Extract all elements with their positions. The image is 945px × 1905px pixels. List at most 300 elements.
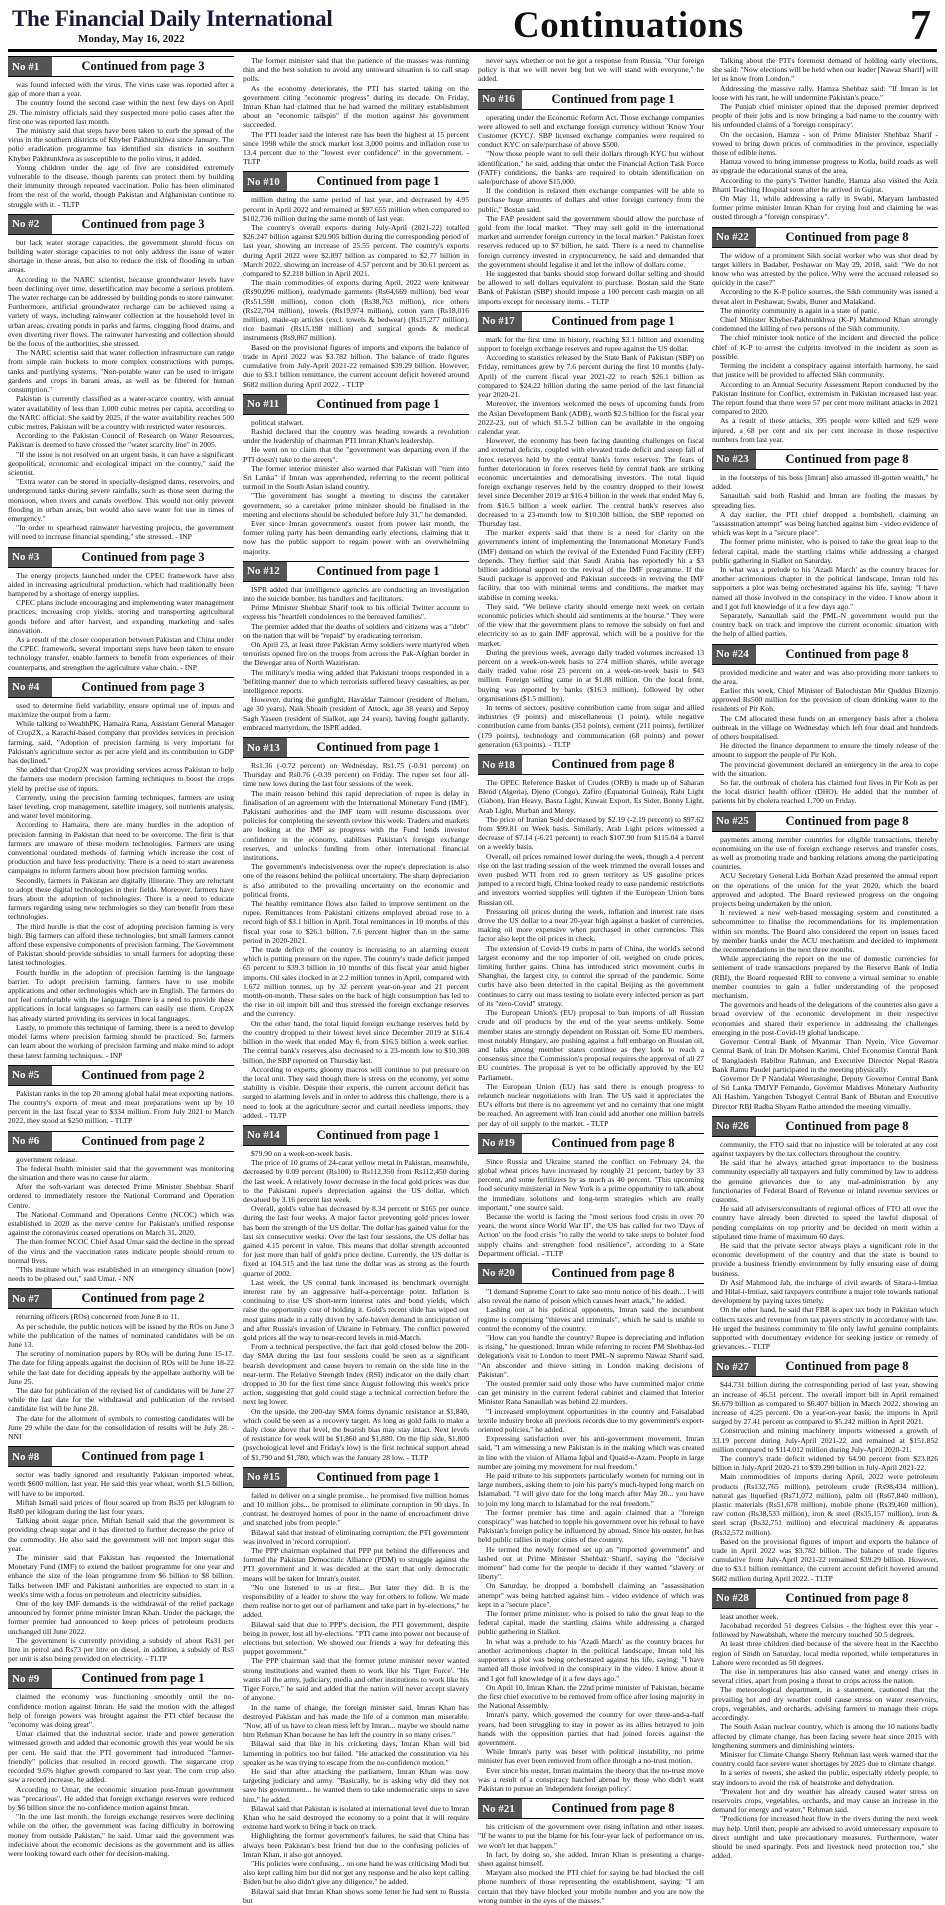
paragraph: "Predictions for increased heat flow in the rivers during the next week may help. Until then, people are advised to avoid unnecessary exposure to direct sunlight and take precautionary measures. Furthermore, water should be used sparingly. Pets and livestock need protection too," she added. <box>712 1814 938 1861</box>
newspaper-brand: The Financial Daily International <box>12 6 333 31</box>
paragraph: On the other hand, he said that FBR is apex tax body in Pakistan which collects taxes and revenue from tax payers strictly in accordance with law. He urged the business community to file only lawful genuine complaints supported with documentary evidence for seeking justice or remedy of grievances. - TLTP <box>712 1305 938 1352</box>
paragraph: The former premier has time and again claimed that a "foreign conspiracy" was hatched to topple his government over his refusal to have Pakistan's foreign policy be influenced by abroad. Since his ouster, he has held public rallies in major cities of the country. <box>478 1507 704 1545</box>
article-header <box>243 737 469 758</box>
paragraph: The healthy remittance flows also failed to improve sentiment on the rupee. Remittances from Pakistani citizens employed abroad rose to a record high of $3.1 billion in April. Total remittances in 10 months of this fiscal year rose to $26.1 billion, 7.6 percent higher than in the same period in 2020-2021. <box>243 899 469 945</box>
paragraph: The ousted premier said only those who have committed major crime can get ministry in the current federal cabinet and claimed that Interior Minister Rana Sanaullah was behind 22 murders. <box>478 1379 704 1407</box>
paragraph: In what was a prelude to his 'Azadi March' as the country braces for another acrimonious chapter in the political landscape, Imran told his supporters a plot was being orchestrated against his life, saying: "I have named all those involved in the conspiracy in the video. I know about it and I got full knowledge of it a few days ago." <box>712 564 938 611</box>
article-number: No #2 <box>8 215 52 234</box>
article-body <box>478 1157 704 1258</box>
article-header <box>243 394 469 415</box>
article <box>8 1065 234 1126</box>
paragraph: but lack water storage capacities, the government should focus on building water storage capacities to not only address the issue of water shortage in those areas, but also to reduce the risk of flooding in urban areas. <box>8 237 234 275</box>
article-number: No #24 <box>712 645 756 664</box>
article-header <box>8 677 234 698</box>
paragraph: The country's trade deficit widened by 64.90 percent from $23.826 billion in July-April 2020-21 to $39.290 billion in July-April 2021-22. <box>712 1454 938 1473</box>
article-number: No #6 <box>8 1132 52 1151</box>
paragraph: never says whether or not he got a response from Russia. "Our foreign policy is that we will never beg but we will stand with everyone," he added. <box>478 56 704 84</box>
paragraph: The main reason behind this rapid depreciation of rupee is delay in finalisation of an agreement with the International Monetary Fund (IMF). Pakistani authorities and the IMF team will resume discussions over policies for completing the seventh review this week. Traders and markets are looking at the IMF as progress with the Fund lends investor confidence in the economy, stabilises Pakistan's foreign exchange reserves, and unlocks funding from other international financial institutions. <box>243 788 469 863</box>
paragraph: According to statistics released by the State Bank of Pakistan (SBP) on Friday, remittances grew by 7.6 percent during the first 10 months (July-April) of the current fiscal year 2021-22 to reach $26.1 billion as compared to $24.22 billion during the same period of the last financial year 2020-21. <box>478 353 704 400</box>
paragraph: Governor Dr P Nandalal Weerasinghe, Deputy Governor Central Bank of Sri Lanka TMJYP Fernando, Governor Maldives Monetary Authority Ali Hashim, Yangchen Tshogyel Central Bank of Bhutan and Executive Director RBI Radha Shyam Ratho attended the meeting virtually. <box>712 1073 938 1111</box>
paragraph: returning officers (ROs) concerned from June 8 to 11. <box>16 1312 180 1322</box>
paragraph: sector was badly ignored and resultantly Pakistan imported wheat, worth $600 million, last year. He said this year wheat, worth $1.5 billion, will have to be imported. <box>8 1470 234 1498</box>
paragraph: The federal health minister said that the government was monitoring the situation and there was no cause for alarm. <box>8 1163 234 1182</box>
article <box>478 754 704 1128</box>
article-body <box>243 1491 469 1905</box>
article-body <box>243 585 469 732</box>
article-body <box>712 1380 938 1582</box>
paragraph: Based on the provisional figures of imports and exports the balance of trade in April 2022 was $3.782 billion. The balance of trade figures cumulative from July-April 2021-22 remained $39.29 billion. However, due to $3.1 billion remittance, the current account deficit hovered around $682 million during April 2022. - TLTP <box>243 342 469 389</box>
paragraph: Construction and mining machinery imports witnessed a growth of 33.19 percent during July-April 2021-22 and remained at $151.852 million compared to $114.012 million during July-April 2020-21. <box>712 1426 938 1454</box>
paragraph: Highlighting the former government's failures, he said that China has always been Pakistan's best friend but due to the confusing policies of Imran Khan, it also got annoyed. <box>243 1831 469 1859</box>
paragraph: in the footsteps of his boss [Imran] also amassed ill-gotten wealth," he added. <box>712 472 938 492</box>
paragraph: The minister said that Pakistan has requested the International Monetary Fund (IMF) to extend the bailout programme for one year and enhance the size of the loan programme from $6 billion to $8 billion. Talks between IMF and Pakistani authorities are expected to start in a week's time with a focus on petroleum and electricity subsidies. <box>8 1553 234 1599</box>
paragraph: mark for the first time in history, reaching $3.1 billion and extending support to foreign exchange reserves and rupee against the US dollar. <box>478 334 704 354</box>
paragraph: Based on the provisional figures of import and exports the balance of trade in April 2022 was $3.782 billion. The balance of trade figures cumulative from July-April 2021-22 remained $39.29 billion. However, due to $3.1 billion remittance, the current account deficit hovered around $682 million during April 2022. - TLTP <box>712 1536 938 1583</box>
paragraph: The main commodities of exports during April, 2022 were knitwear (Rs90,096 million), readymade garments (Rs64,669 million), bed wear (Rs51,598 million), cotton cloth (Rs38,763 million), rice others (Rs22,704 million), towels (Rs19,974 million), cotton yarn (Rs18,016 million), made-up articles (excl. towels & bedwear) (Rs15,277 million), rice basmati (Rs15,198 million) and surgical goods & medical instruments (Rs9,867 million). <box>243 278 469 343</box>
paragraph: On April 23, at least three Pakistan Army soldiers were martyred when terrorists opened fire on the troops from across the Pak-Afghan border in the Dewegar area of North Waziristan. <box>243 639 469 668</box>
paragraph: The military's media wing added that Pakistani troops responded in a 'befitting manner' due to which terrorists suffered heavy casualties, as per intelligence reports. <box>243 667 469 695</box>
paragraph: Expressing satisfaction over his anti-government movement, Imran said, "I am witnessing a new Pakistan is in the making which was created in line with the vision of Allama Iqbal and Quaid-e-Azam. People in large number are joining my movement for real freedom." <box>478 1434 704 1471</box>
paragraph: The provincial government declared an emergency in the area to cope with the situation. <box>712 759 938 778</box>
article-continued-label: Continued from page 1 <box>522 90 704 109</box>
paragraph: According to the Pakistan Council of Research on Water Resources, Pakistan is deemed to have crossed the "water scarcity line" in 2005. <box>8 431 234 450</box>
paragraph: The scrutiny of nomination papers by ROs will be during June 15-17. The date for filing appeals against the decision of ROs will be June 18-22 while the last date for deciding appeals by the appellate authority will be June 25. <box>8 1349 234 1386</box>
paragraph: The market experts said that there is a need for clarity on the government's intent of implementing the International Monetary Fund's (IMF) demand on which the revival of the Extended Fund Facility (EFF) depends. They further said that Saudi Arabia has reportedly hit a $3 billion additional support to the revival of the IMF programme. If the Saudi package is approved and Pakistan succeeds in reviving the IMF facility, that too with minimal terms and conditions, the market may stabilise in coming weeks. <box>478 528 704 602</box>
article <box>243 1125 469 1462</box>
paragraph: claimed the economy was functioning smoothly until the no-confidence motion against Imran. He said the motion with the alleged help of foreign powers was brought against the PTI chief because the "economy was doing great". <box>8 1692 234 1730</box>
paragraph: The former minister said that the patience of the masses was running thin and the best solution to avoid any untoward situation is to call snap polls. <box>243 56 469 84</box>
column-4 <box>712 56 938 1861</box>
article <box>478 311 704 749</box>
paragraph: Currently, using the precision farming techniques, farmers are using laser leveling, crop management, satellite imagery, soil nutrients analysis, and water level monitoring. <box>8 792 234 821</box>
article-body <box>478 56 704 84</box>
paragraph: Terming the incident a conspiracy against interfaith harmony, he said that justice will be provided to affected Sikh community. <box>712 361 938 380</box>
paragraph: On Saturday, he dropped a bombshell claiming an "assassination attempt" was being hatched against him - video evidence of which was kept in a "secure place". <box>478 1581 704 1609</box>
paragraph: Imran's party, which governed the country for over three-and-a-half years, had been struggling to stay in power as its allies betrayed to join hands with the opposition parties that had joined forces against the government. <box>478 1710 704 1747</box>
article <box>8 1288 234 1441</box>
article-continued-label: Continued from page 8 <box>756 1117 938 1136</box>
article-body <box>712 56 938 222</box>
paragraph: Maryam also mocked the PTI chief for saying he had blocked the cell phone numbers of those representing the establishment, saying: "I am certain that they have blocked your mobile number and you are now the wrong number in the eyes of the masses." <box>478 1868 704 1905</box>
paragraph: Pakistan ranks in the top 20 among global halal meat exporting nations. The country's exports of meat and meat preparations went up by 10 percent in the last fiscal year to $334 million. From July 2021 to March 2022, they stood at $250 million. - TLTP <box>8 1088 234 1126</box>
paragraph: Lashing out at his political opponents, Imran said the incumbent regime is comprising "thieves and criminals", which he said is unable to control the economy of the country. <box>478 1305 704 1333</box>
article <box>8 1131 234 1284</box>
article-body <box>8 1089 234 1126</box>
paragraph: He said that after attacking the parliament, Imran Khan was now targeting judiciary and army. "Basically, he is asking why did they not save his government... he wanted them to take undemocratic steps to save him," he added. <box>243 1766 469 1804</box>
article-continued-label: Continued from page 1 <box>287 738 469 757</box>
paragraph: He suggested that banks should stop forward dollar selling and should be allowed to sell dollars equivalent to purchase. Bostan said the State Bank of Pakistan (SBP) should impose a 100 percent cash margin on all imports except for necessary items. - TLTP <box>478 269 704 306</box>
paragraph: $44.731 billion during the corresponding period of last year, showing an increase of 46.51 percent. The overall import bill in April remained $6.679 billion as compared to $6.407 billion in March 2022, showing an increase of 4.25 percent. On a year-on-year basis, the imports in April surged by 27.41 percent as compared to $5.242 million in April 2021. <box>712 1380 938 1427</box>
paragraph: It reviewed a new web-based messaging system and constituted a subcommittee to finalise the recommendations for its implementation within six months. The Board also considered the report on issues faced by member banks under the ACU mechanism and decided to implement the recommendations in the next three months. <box>712 908 938 955</box>
article-body <box>712 473 938 639</box>
article <box>8 214 234 542</box>
article-body <box>8 571 234 672</box>
article-continued-label: Continued from page 8 <box>522 1134 704 1153</box>
paragraph: She added that Crop2X was providing services across Pakistan to help the farmers use modern precision farming techniques to boost the crops yield by precise use of inputs. <box>8 765 234 793</box>
paragraph: In terms of sectors, positive contribution came from sugar and allied industries (9 points) and miscellaneous (1 point), while negative contribution came from banks (351 points), cement (211 points), fertilizer (179 points), technology and communication (68 points) and power generation (63 points). - TLTP <box>478 703 704 749</box>
paragraph: The price of 10 grams of 24-carat yellow metal in Pakistan, meanwhile, decreased by 0.09 percent (Rs100) to Rs112,350 from Rs112,450 during the last week. A relatively lower decrease in the local gold prices was due to the Pakistani rupee's depreciation against the US dollar, which devalued by 3.16 percent last week. <box>243 1158 469 1204</box>
article-header <box>712 449 938 470</box>
article-number: No #26 <box>712 1117 756 1136</box>
paragraph: Fourth hurdle in the adoption of precision farming is the language barrier. To adopt precision farming, farmers have to use mobile applications and other technologies which are in English. The farmers do not feel comfortable with the language. There is a need to provide these applications in local languages so farmers can easily use them. Crop2X has already started providing its services in local languages. <box>8 967 234 1023</box>
article-body <box>712 251 938 444</box>
paragraph: Bilawal said that Pakistan is isolated at international level due to Imran Khan who he said destroyed the economy to a point that it will require extreme hard work to bring it back on track. <box>243 1803 469 1832</box>
article-header <box>8 214 234 235</box>
paragraph: At least three children died because of the severe heat in the Kacchho region of Sindh on Saturday, local media reported, while temperatures in Lahore were recorded as 50 degrees. <box>712 1639 938 1667</box>
paragraph: Bilawal said that due to PPP's decision, the PTI government, despite being in power, lost all by-elections. "PTI came into power not because of elections but selection. We showed our friends a way for defeating this puppet government." <box>243 1619 469 1657</box>
paragraph: Addressing the massive rally, Hamza Shehbaz said: "If Imran is let loose with his rant, he will undermine Pakistan's peace." <box>712 83 938 102</box>
article-body <box>712 1612 938 1860</box>
paragraph: "His policies were confusing... on one hand he was criticising Modi but also kept calling him but did not get any response and he also kept calling Biden but he also didn't give any diligence," he added. <box>243 1858 469 1887</box>
article-body <box>8 1470 234 1663</box>
paragraph: If the condition is relaxed then exchange companies will be able to purchase huge amounts of dollars and other foreign currency from the public," Bostan said. <box>478 186 704 214</box>
article <box>712 56 938 222</box>
article-number: No #27 <box>712 1357 756 1376</box>
article-header <box>478 1133 704 1154</box>
paragraph: As the economy deteriorates, the PTI has started taking on the government citing "economic progress" during its decade. On Friday, Imran Khan had claimed that he had warned the military establishment about an "economic tailspin" if the motion against his government succeeded. <box>243 83 469 130</box>
article-header <box>8 1131 234 1152</box>
article-body <box>478 1822 704 1905</box>
paragraph: However, during the gunfight, Havaldar Taimoor (resident of Jhelum, age 30 years), Naik Shoaib (resident of Attock, age 38 years) and Sepoy Sagh Yaseen (resident of Sialkot, age 24 years), having fought gallantly, embraced martyrdom, the ISPR added. <box>243 695 469 732</box>
article <box>478 1798 704 1905</box>
paragraph: In what was a prelude to his 'Azadi March' as the country braces for another acrimonious chapter in the political landscape, Imran told his supporters a plot was being orchestrated against his life, saying: "I have named all those involved in the conspiracy in the video. I know about it and I got full knowledge of it a few days ago." <box>478 1636 704 1683</box>
paragraph: During the previous week, average daily traded volumes increased 13 percent on a week-on-week basis to 274 million shares, while average daily traded value rose 23 percent on a week-on-week basis to $43 million. Foreign selling came in at $1.88 million. On the local front, buying was reported by banks ($16.3 million), followed by other organisations ($1.5 million). <box>478 647 704 703</box>
article <box>712 1356 938 1582</box>
paragraph: A day earlier, the PTI chief dropped a bombshell, claiming an "assassination attempt" was being hatched against him - video evidence of which was kept in a "secure place". <box>712 509 938 538</box>
paragraph: The date for publication of the revised list of candidates will be June 27 while the last date for the withdrawal and publication of the revised candidate list will be June 28. <box>8 1385 234 1414</box>
article-number: No #7 <box>8 1289 52 1308</box>
article <box>243 171 469 388</box>
paragraph: The widow of a prominent Sikh social worker who was shot dead by target killers in Badaber, Peshawar on May 29, 2018, said: "We do not know who was arrested by the police. Why were the accused released so quickly in the case?" <box>712 250 938 288</box>
article-body <box>478 778 704 1128</box>
article-number: No #15 <box>243 1468 287 1487</box>
article <box>478 56 704 84</box>
article <box>712 1116 938 1352</box>
article-continued-label: Continued from page 3 <box>52 678 234 697</box>
article <box>478 1263 704 1793</box>
article-header <box>712 644 938 665</box>
paragraph: Bilawal said that Imran Khan shows some letter he had sent to Russia but <box>243 1886 469 1905</box>
paragraph: "No one listened to us at first... But later they did. It is the responsibility of a leader to show the way for others to follow. We made them realise not to get out of parliament and take part in by-elections," he added. <box>243 1582 469 1620</box>
paragraph: Separately, Sanaullah said the PML-N government would put the country back on track and improve the current economic situation with the help of allied parties. <box>712 610 938 639</box>
paragraph: According to an Annual Security Assessment Report conducted by the Pakistan Institute for Conflict, extremism in Pakistan increased last year. The report found that there were 57 per cent more militant attacks in 2021 compared to 2020. <box>712 379 938 417</box>
paragraph: Talking about sugar price, Miftah Ismail said that the government is providing cheap sugar and it has directed to further decrease the price of the commodity. He also said the government will not import sugar this year. <box>8 1516 234 1553</box>
paragraph: The former interior minister also warned that Pakistan will "turn into Sri Lanka" if Imran was apprehended, referring to the recent political turmoil in the South Asian island country. <box>243 463 469 492</box>
article <box>712 644 938 806</box>
article-continued-label: Continued from page 1 <box>287 562 469 581</box>
article-number: No #9 <box>8 1669 52 1688</box>
article-continued-label: Continued from page 2 <box>52 1132 234 1151</box>
paragraph: While appreciating the report on the use of domestic currencies for settlement of trade transactions prepared by the Reserve Bank of India (RBI), the Board requested RBI to convene a virtual seminar to enable member countries to gain a fuller understanding of the proposed mechanism. <box>712 954 938 1001</box>
paragraph: The meteorological department, in a statement, cautioned that the prevailing hot and dry weather could cause stress on water reservoirs, crops, vegetables, and orchards, advising farmers to manage their crops accordingly. <box>712 1685 938 1723</box>
paragraph: They said, "We believe clarity should emerge next week on certain economic policies which should aid sentiments at the bourse." They were of the view that the government plans to remove the subsidy on fuel and electricity so as to gain IMF approval, which will be a positive for the market. <box>478 601 704 648</box>
paragraph: The former prime minister, who is poised to take the great leap to the federal capital, made the startling claims while addressing a charged public gathering in Sialkot on Saturday. <box>712 537 938 565</box>
article-header <box>478 1263 704 1284</box>
paragraph: He said all advisers/consultants of regional offices of FTO all over the country have already been directed to speed the lawful disposal of pending complaints on top priority and be decided on merit within a stipulated time frame of maximum 60 days. <box>712 1204 938 1241</box>
paragraph: The European Union's (EU) proposal to ban imports of all Russian crude and oil products by the end of the year seems unlikely. Some member states are strongly dependent on Russian oil. Some EU members, most notably Hungary, are pushing against a full embargo on Russian oil, and talks among member states continue as they look to reach a consensus since the Commission's proposal requires the approval of all 27 EU countries. The proposal is yet to be officially approved by the EU Parliament. <box>478 1008 704 1082</box>
article-body <box>243 1149 469 1462</box>
paragraph: The price of Iranian Sold decreased by $2.19 (-2.19 percent) to $97.62 from $99.81 on Week basis. Similarly, Arab Light prices witnessed a decrease of $7.14 (-6.21 percent) to reach $107.90 from $115.04 a barrel on a weekly basis. <box>478 814 704 852</box>
article <box>478 89 704 306</box>
paragraph: According to the K-P police sources, the Sikh community was issued a threat alert in Peshawar, Swabi, Buner and Malakand. <box>712 287 938 306</box>
article <box>712 227 938 444</box>
article-header <box>712 1356 938 1377</box>
paragraph: "This institute which was established in an emergency situation [now] needs to be phased out," said Umar. - NN <box>8 1264 234 1284</box>
paragraph: "Prevalent hot and dry weather has already caused water stress on reservoirs crops, vegetables, orchards, and may cause an increase in the demand for energy and water," Rehman said. <box>712 1786 938 1815</box>
article-number: No #10 <box>243 172 287 191</box>
article-body <box>712 835 938 1111</box>
paragraph: On the other hand, the total liquid foreign exchange reserves held by the country dropped to their lowest level since December 2019 at $16.4 billion in the week that ended May 6, from $16.5 billion a week earlier. The central bank's reserves also decreased to a 23-month low to $10.308 billion, the SBP reported on Thursday last. <box>243 1018 469 1065</box>
paragraph: He said that the private sector always plays a significant role in the economic development of the country and that the state is bound to provide a business friendly environment by fully ensuring ease of doing business. <box>712 1240 938 1278</box>
paragraph: ISPR added that intelligence agencies are conducting an investigation into the suicide bomber, his handlers and facilitators. <box>243 584 469 603</box>
article-number: No #17 <box>478 312 522 331</box>
paragraph: The FAP president said the government should allow the purchase of gold from the local market. "They may sell gold in the international market and surrender foreign currency in the local market." Pakistan forex reserves reduced up to $7 billion, he said. There is a need to channelise foreign currency invested in cryptocurrency, he said and demanded that the government should legalise it and let the inflow of dollars come. <box>478 213 704 269</box>
paragraph: He directed the finance department to ensure the timely release of the amount to support the people of Pir Koh. <box>712 741 938 760</box>
article-header <box>8 547 234 568</box>
article-header <box>712 227 938 248</box>
paragraph: He termed the newly formed set up an "imported government" and lashed out at Prime Minister Shehbaz Sharif, saying the "decisive moment" had come for the people to decide if they wanted "slavery or liberty". <box>478 1544 704 1582</box>
article-continued-label: Continued from page 8 <box>756 645 938 664</box>
paragraph: CPEC plans include encouraging and implementing water management practices, increasing crop yields, storing and transporting agricultural goods before and after harvest, and expanding marketing and sales innovation. <box>8 598 234 635</box>
paragraph: The Punjab chief minister opined that the deposed premier deprived people of their jobs and is now bringing a bad name to the country with his unfounded claims of a 'foreign conspiracy'. <box>712 102 938 130</box>
article-body <box>8 1312 234 1441</box>
article-number: No #28 <box>712 1589 756 1608</box>
paragraph: government release. <box>16 1154 78 1164</box>
article-number: No #23 <box>712 450 756 469</box>
article-continued-label: Continued from page 2 <box>52 1066 234 1085</box>
article-continued-label: Continued from page 3 <box>52 57 234 76</box>
paragraph: While Imran's party was beset with political instability, no prime minister has ever been removed from office through a no-trust motion. <box>478 1747 704 1766</box>
article <box>712 449 938 639</box>
paragraph: One of the key IMF demands is the withdrawal of the relief package announced by former prime minister Imran Khan. Under the package, the former premier had announced to keep prices of petroleum products unchanged till June 2022. <box>8 1599 234 1636</box>
paragraph: The PTI leader said the interest rate has been the highest at 15 percent since 1998 while the stock market lost 3,000 points and inflation rose to 13.4 percent due to the "lowest ever confidence" in the government. - TLTP <box>243 129 469 167</box>
paragraph: Ever since Imran government's ouster from power last month, the former ruling party has been demanding early elections, claiming that it now has the public support to regain power with an overwhelming majority. <box>243 518 469 556</box>
paragraph: Bilawal said that instead of eliminating corruption, the PTI government was involved in 'record corruption'. <box>243 1527 469 1546</box>
paragraph: The PPP chairman explained that PPP put behind the differences and formed the Pakistan Democratic Alliance (PDM) to struggle against the PTI government and it was decided at the start that only democratic means will be taken for Imran's ouster. <box>243 1546 469 1583</box>
paragraph: "I demand Supreme Court to take suo motu notice of his death... I will also reveal the name of poison which causes heart attack," he added. <box>478 1286 704 1306</box>
article-continued-label: Continued from page 1 <box>287 172 469 191</box>
article-continued-label: Continued from page 8 <box>522 755 704 774</box>
paragraph: The NARC scientist said that water collection infrastructure can range from simple rain buckets to more complex constructions with pumps, tanks and purifying systems. "Non-potable water can be used to irrigate gardens and crops in barani areas, as well as be filtered for human consumption." <box>8 348 234 395</box>
article-header <box>478 311 704 332</box>
article-continued-label: Continued from page 8 <box>522 1264 704 1283</box>
article-number: No #1 <box>8 57 52 76</box>
paragraph: He paid tribute to his supporters particularly women for turning out in large numbers, asking them to join his party's much-hyped long march on Islamabad. "I will give date for the long march after May 20... you have to join my long march to Islamabad for the real freedom." <box>478 1471 704 1508</box>
paragraph: ACU Secretary General Lida Borhan Azad presented the annual report on the operations of the union for the year 2020, which the board approved and adopted. The Board reviewed progress on the ongoing projects being undertaken by the union. <box>712 871 938 909</box>
paragraph: As a result of the closer cooperation between Pakistan and China under the CPEC framework, several important steps have been taken to ensure technology transfer, enable farmers to benefit from experiences of their counterparts, and strengthen the agriculture value chain. - INP <box>8 634 234 672</box>
paragraph: The then former NCOC Chief Asad Umar said the decline in the spread of the virus and the vaccination rates indicate people should return to normal lives. <box>8 1237 234 1265</box>
article-number: No #18 <box>478 755 522 774</box>
paragraph: Secondly, farmers in Pakistan are digitally illiterate. They are reluctant to adopt these digital technologies in their fields. Moreover, farmers have fears about the adoption of technologies. There is a need to educate farmers regarding using new technologies so they can benefit from these technologies. <box>8 875 234 922</box>
paragraph: failed to deliver on a single promise... he promised five million homes and 10 million jobs... he promised to eliminate corruption in 90 days. In contrast, he destroyed homes of poor in the name of encroachment drive and snatched jobs from people." <box>243 1490 469 1528</box>
paragraph: While talking to WealthPK, Hamaira Rana, Assistant General Manager of Crop2X, a Karachi-based company that provides services in precision farming, said, "Adoption of precision farming is very important for Pakistan's agriculture sector as per acre yield and its contribution to GDP has declined." <box>8 719 234 765</box>
article-body <box>478 113 704 306</box>
paragraph: He said that he always attached great importance to the business community especially all taxpayers and fully committed by law to address the genuine grievances due to any mal-administration by any functionaries of Federal Board of Revenue or inland revenue services or customs. <box>712 1158 938 1204</box>
paragraph: The energy projects launched under the CPEC framework have also aided in increasing agricultural production, which had traditionally been hampered by a shortage of energy supplies. <box>8 570 234 598</box>
paragraph: The European Union (EU) has said there is enough progress to relaunch nuclear negotiations with Iran. The US said it appreciates the EU's efforts but there is no agreement yet and no certainty that one might be reached. An agreement with Iran could add another one million barrels per day of oil supply to the market. - TLTP <box>478 1081 704 1128</box>
article-number: No #19 <box>478 1134 522 1153</box>
article-continued-label: Continued from page 8 <box>522 1799 704 1818</box>
paragraph: However, the economy has been facing daunting challenges on fiscal and external deficits, coupled with elevated trade deficit and steep fall of forex reserves held by the central bank's forex reserves. The fears of further deterioration in forex reserves held by central bank are striking economic uncertainties and demoralising investors. The total liquid foreign exchange reserves held by the country dropped to their lowest level since December 2019 at $16.4 billion in the week that ended May 6, from $16.5 billion a week earlier. The central bank's reserves also decreased to a 23-month low to $10.308 billion, the SBP reported on Thursday last. <box>478 436 704 528</box>
paragraph: The date for the allotment of symbols to contesting candidates will be June 29 while the date for the consolidation of results will be July 28. - NNI <box>8 1413 234 1441</box>
article-number: No #22 <box>712 228 756 247</box>
article-header <box>712 1116 938 1137</box>
article <box>243 561 469 732</box>
article-continued-label: Continued from page 8 <box>756 450 938 469</box>
article-number: No #3 <box>8 548 52 567</box>
paragraph: "If the issue is not resolved on an urgent basis, it can have a significant geopolitical, economic and ecological impact on the country," said the scientist. <box>8 449 234 477</box>
paragraph: In fact, by doing so, she added, Imran Khan is presenting a charge-sheet against himself. <box>478 1849 704 1868</box>
article-number: No #11 <box>243 395 287 414</box>
paragraph: The CM allocated these funds on an emergency basis after a cholera outbreak in the village on Wednesday which left four dead and hundreds of others hospitalised. <box>712 713 938 741</box>
paragraph: The country found the second case within the next few days on April 29. The ministry officials said they suspected more polio cases after the first one was reported last month. <box>8 98 234 126</box>
paragraph: Last week, the US central bank increased its benchmark overnight interest rate by an aggressive half-a-percentage point. Inflation is continuing to rise US short-term interest rates and bond yields, which raise the opportunity cost of holding it. Gold's recent slide has wiped out most gains made in a rally driven by safe-haven demand in anticipation of and after Russia's invasion of Ukraine in February. The conflict powered gold prices all the way to near-record levels in mid-March. <box>243 1277 469 1342</box>
paragraph: The third hurdle is that the cost of adopting precision farming is very high. Big farmers can afford these technologies, but small farmers cannot afford these expensive components of precision farming. The Government of Pakistan should provide subsidies to small farmers for adopting these latest technologies. <box>8 921 234 968</box>
article <box>243 56 469 166</box>
paragraph: $79.90 on a week-on-week basis. <box>251 1148 353 1158</box>
masthead <box>8 3 937 49</box>
paragraph: "The government has sought a meeting to discuss the caretaker government, so a caretaker prime minister should be finalised in the meeting and elections should be scheduled before July 31," he demanded. <box>243 491 469 519</box>
paragraph: provided medicine and water and was also providing more tankers to the area. <box>712 667 938 686</box>
article-continued-label: Continued from page 1 <box>287 395 469 414</box>
column-2 <box>243 56 469 1905</box>
article <box>8 677 234 1060</box>
article-header <box>478 754 704 775</box>
paragraph: Hamza vowed to bring immense progress to Kotla, build roads as well as upgrade the educational status of the area. <box>712 157 938 176</box>
paragraph: Because the world is facing the "most serious food crisis in over 70 years, the worst since World War II", the US has called for two 'Days of Action' on the food crisis "to rally the world to take steps to bolster food supply chains and strengthen food resilience", according to a State Department official. - TLTP <box>478 1211 704 1258</box>
article <box>243 394 469 556</box>
article <box>8 56 234 209</box>
paragraph: Jacobabad recorded 51 degrees Celsius - the highest ever this year - followed by Nawabshah, where the mercury touched 50.5 degrees. <box>712 1621 938 1640</box>
paragraph: The chief minister took notice of the incident and directed the police chief of K-P to arrest the culprits involved in the incident as soon as possible. <box>712 333 938 361</box>
paragraph: Young children under the age of five are considered extremely vulnerable to the disease, though parents can protect them by building their immunity through repeated vaccination. Polio has been eliminated from the rest of the world, though Pakistan and Afghanistan continue to struggle with it. - TLTP <box>8 162 234 209</box>
paragraph: Pakistan is currently classified as a water-scarce country, with annual water availability of less than 1,000 cubic metres per capita, according to the NARC official. She said by 2025, if the water availability reaches 500 cubic metres, Pakistan will be a country with restricted water resources. <box>8 394 234 431</box>
paragraph: The rise in temperatures has also caused water and energy crises in several cities, apart from posing a threat to crops across the nation. <box>712 1667 938 1686</box>
paragraph: According to experts, gloomy macros will continue to put pressure on the local unit. They said though there is stress on the economy, yet some stability is visible. Despite their experts, the current account deficit has surged to alarming levels and in order to address this challenge, there is a need to look at the agriculture sector and curtail needless imports, they added. - TLTP <box>243 1064 469 1120</box>
article-body <box>8 1692 234 1858</box>
paragraph: The country's overall exports during July-April (2021-22) totalled $26.247 billion against $20.905 billion during the corresponding period of last year, showing an increase of 25.55 percent. The country's exports during April 2022 were $2.897 billion as compared to $2.77 billion in March 2022, showing an increase of 4.57 percent and by 30.61 percent as compared to $2.218 billion in April 2021. <box>243 223 469 279</box>
article-header <box>712 1588 938 1609</box>
article-header <box>8 56 234 77</box>
article-header <box>243 561 469 582</box>
article-continued-label: Continued from page 1 <box>522 312 704 331</box>
paragraph: The National Command and Operations Centre (NCOC) which was established in 2020 as the nerve centre for Pakistan's unified response against the coronavirus ceased operations on March 31, 2020. <box>8 1209 234 1238</box>
article <box>478 1133 704 1258</box>
paragraph: As a result of these attacks, 395 people were killed and 629 were injured, a 68 per cent and six per cent increase in those respective numbers from last year. <box>712 416 938 444</box>
paragraph: Bilawal said that like in his cricketing days, Imran Khan will bid lamenting in politics too but failed. "He attacked the constitution via his speaker as he was trying to escape from the no-confidence motion." <box>243 1739 469 1767</box>
article <box>712 811 938 1111</box>
section-title: Continuations <box>513 5 744 46</box>
article-continued-label: Continued from page 8 <box>756 1357 938 1376</box>
paragraph: million during the same period of last year, and decreased by 4.95 percent in April 2022 and remained at $97.655 million when compared to $102.736 million during the same month of last year. <box>243 195 469 223</box>
paragraph: The premier added that the deaths of soldiers and citizens was a "debt" on the nation that will be "repaid" by eradicating terrorism. <box>243 621 469 640</box>
paragraph: The former prime minister, who is poised to take the great leap to the federal capital, made the startling claims while addressing a charged public gathering in Sialkot. <box>478 1609 704 1637</box>
paragraph: In the name of change, the foreign minister said, Imran Khan has destroyed Pakistan and has made the life of a common man miserable. "Now, all of us have to clean mess left by Imran... maybe we should name him Rehman Khan because he has left the country in so many crises." <box>243 1702 469 1740</box>
article-header <box>478 89 704 110</box>
paragraph: The minority community is again in a state of panic. <box>720 305 880 315</box>
article-body <box>243 761 469 1120</box>
article-body <box>8 238 234 542</box>
article-header <box>8 1668 234 1689</box>
paragraph: On the upside, the 200-day SMA forms dynamic resistance at $1,840, which could be seen as a recovery target. As long as gold fails to make a daily close above that level, the bearish bias may stay intact. Next levels of resistance for week will be $1,860 and $1,880. On the flip side, $1,800 (psychological level and Friday's low) is the first technical support ahead of $1,790 and $1,780, which was the January 28 low. - TLTP <box>243 1406 469 1462</box>
paragraph: According to Hamaira, there are many hurdles in the adoption of precision farming in Pakistan that need to be overcome. The first is that farmers are unaware of these modern technologies. Farmers are using conventional outdated methods of farming which increase the cost of production and have less productivity. There is a need to start awareness campaigns to inform farmers about how precision farming works. <box>8 820 234 876</box>
paragraph: "In order to spearhead rainwater harvesting projects, the government will need to increase financial spending," she stressed. - INP <box>8 523 234 542</box>
paragraph: Prime Minister Shehbaz Sharif took to his official Twitter account to express his "heartfelt condolences to the bereaved families". <box>243 603 469 622</box>
article <box>8 1668 234 1858</box>
paragraph: Minister for Climate Change Sherry Rehman last week warned that the country could face severe water shortages by 2025 due to climate change. <box>712 1749 938 1769</box>
article-number: No #20 <box>478 1264 522 1283</box>
article-continued-label: Continued from page 1 <box>52 1669 234 1688</box>
article-body <box>712 1140 938 1352</box>
article-number: No #14 <box>243 1126 287 1145</box>
article-continued-label: Continued from page 8 <box>756 1589 938 1608</box>
article-body <box>243 56 469 166</box>
article-number: No #25 <box>712 812 756 831</box>
paragraph: Sanaullah said both Rashid and Imran are fooling the masses by spreading lies. <box>712 491 938 510</box>
article-header <box>243 1125 469 1146</box>
paragraph: "Now those people want to sell their dollars through KYC but without identification," he said, adding that under the Financial Action Task Force (FATF) conditions, the banks are required to obtain identification on sale/purchase of above $15,000. <box>478 149 704 187</box>
article-header <box>243 171 469 192</box>
paragraph: Miftah Ismail said prices of flour soared up from Rs35 per kilogram to Rs80 per kilogram during the last four years. <box>8 1497 234 1517</box>
paragraph: Main commodities of imports during April, 2022 were petroleum products (Rs132,765 million), petroleum crude (Rs98,434 million), natural gas liquefied (Rs71,072 million), palm oil (Rs67,840 million), plastic materials (Rs51,678 million), mobile phone (Rs39,460 million), raw cotton (Rs38,533 million), iron & steel (Rs35,157 million), iron & steel scrap (Rs32,751 million) and electrical machinery & apparatus (Rs32,572 million). <box>712 1472 938 1537</box>
paragraph: Moreover, the inventors welcomed the news of upcoming funds from the Asian Development Bank (ADB), worth $2.5 billion for the fiscal year 2022-23, out of which $1.5-2 billion can be available in the ongoing calendar year. <box>478 399 704 436</box>
column-3 <box>478 56 704 1905</box>
article-body <box>8 1155 234 1284</box>
article-continued-label: Continued from page 2 <box>52 1289 234 1308</box>
paragraph: The PPP chairman said that the former prime minister never wanted strong institutions and wanted them to work like his 'Tiger Force'. "He wants all the army, judiciary, media and other institutions to work like his Tiger Force," he said and added that the nation will never accept slavery of anyone. <box>243 1656 469 1703</box>
paragraph: After the soft-variant was detected Prime Minister Shehbaz Sharif ordered to immediately restore the National Command and Operation Centre. <box>8 1182 234 1210</box>
article-body <box>8 701 234 1060</box>
paragraph: "How can you handle the country? Rupee is depreciating and inflation is rising," he questioned. Imran while referring to recent PM Shehbaz-led delegation's visit to London to meet PML-N supremo Nawaz Sharif said, "An absconder and thieve sitting in London making decisions of Pakistan". <box>478 1332 704 1379</box>
paragraph: On May 11, while addressing a rally in Swabi, Maryam lambasted former prime minister Imran Khan for crying foul and claiming he was ousted through a "foreign conspiracy". <box>712 194 938 222</box>
article-body <box>8 80 234 209</box>
article-body <box>478 1287 704 1793</box>
paragraph: The OPEC Reference Basket of Crudes (ORB) is made up of Saharan Blend (Algeria), Djeno (Congo), Zafiro (Equatorial Guinea), Rabi Light (Gabon), Iran Heavy, Basra Light, Kuwait Export, Es Sider, Bonny Light, Arab Light, Murban and Merey. <box>478 778 704 815</box>
paragraph: political stalwart. <box>251 417 304 427</box>
paragraph: In a series of tweets, she asked the public, especially elderly people, to stay indoors to avoid the risk of heatstroke and dehydration. <box>712 1768 938 1787</box>
paragraph: Ever since his ouster, Imran maintains the theory that the no-trust move was a result of a conspiracy hatched abroad by those who didn't want Pakistan to pursue an 'independent foreign policy'. <box>478 1765 704 1793</box>
article-body <box>712 668 938 806</box>
paragraph: "I increased employment opportunities in the country and Faisalabad textile industry broke all previous records due to my government's export-oriented policies," he added. <box>478 1406 704 1435</box>
article-header <box>8 1065 234 1086</box>
paragraph: least another week. <box>720 1611 779 1621</box>
paragraph: He went on to claim that the "government was departing even if the PTI doesn't take to the streets". <box>243 445 469 464</box>
paragraph: On the occasion, Hamza - son of Prime Minister Shehbaz Sharif - vowed to bring down prices of commodities in the province, especially those of edible items. <box>712 129 938 158</box>
paragraph: The government is currently providing a subsidy of about Rs31 per litre in petrol and Rs73 per litre on diesel, in addition, a subsidy of Rs5 per unit is also being provided on electricity. - TLTP <box>8 1635 234 1664</box>
paragraph: The governors and heads of the delegations of the countries also gave a broad overview of the economic development in their respective economies and shared their experience in addressing the challenges emerging in the post-Covid-19 global landscape. <box>712 1000 938 1037</box>
paragraph: Dr Asif Mahmood Jah, the incharge of civil awards of Sitara-i-Imtiaz and Hilal-i-Imtiaz, said taxpayers contribute a major role towards national development by paying taxes timely. <box>712 1277 938 1306</box>
paragraph: Earlier this week, Chief Minister of Balochistan Mir Quddus Bizenjo approved Rs500 million for the provision of clean drinking water to the residents of Pir Koh. <box>712 685 938 714</box>
column-1 <box>8 56 234 1858</box>
paragraph: Governor Central Bank of Myanmar Than Nyein, Vice Governor Central Bank of Iran Dr Mohsen Karimi, Chief Economist Central Bank of Bangladesh Habibur Rahman, and Executive Director Nepal Rastra Bank Ramu Paudel participated in the meeting physically. <box>712 1037 938 1074</box>
paragraph: operating under the Economic Reform Act. Those exchange companies were allowed to sell and exchange foreign currency without 'Know Your Customer (KYC)'. SBP licensed exchange companies were required to conduct KYC on sale/purchase of above $500. <box>478 112 704 150</box>
masthead-divider <box>8 49 937 52</box>
paragraph: payments among member countries for eligible transactions, thereby economising on the use of foreign exchange reserves and transfer costs, as well as promoting trade and banking relations among the participating countries. <box>712 834 938 872</box>
article-continued-label: Continued from page 3 <box>52 548 234 567</box>
paragraph: Since Russia and Ukraine started the conflict on February 24, the global wheat prices have increased by roughly 21 percent, barley by 33 percent, and some fertilizers by as much as 40 percent. "This upcoming food security ministerial in New York is a prime opportunity to talk about the immediate solutions and long-term strategies which are really important," one source said. <box>478 1156 704 1212</box>
paragraph: According to the party's Twitter handle, Hamza also visited the Aziz Bhatti Teaching Hospital soon after he arrived in Gujrat. <box>712 175 938 194</box>
issue-date: Monday, May 16, 2022 <box>78 33 185 45</box>
paragraph: Talking about the PTI's foremost demand of holding early elections, she said: "Now elections will be held when our leader [Nawaz Sharif] will let us know from London." <box>712 56 938 84</box>
paragraph: community, the FTO said that no injustice will be tolerated at any cost against taxpayers by the tax collectors throughout the country. <box>712 1139 938 1158</box>
article-number: No #13 <box>243 738 287 757</box>
article-continued-label: Continued from page 1 <box>287 1126 469 1145</box>
article-continued-label: Continued from page 8 <box>756 228 938 247</box>
paragraph: Umar claimed that the industrial sector, trade and power generation witnessed growth and added that economic growth this year would be six per cent. He said that the PTI government had introduced "farmer-friendly" policies that resulted in record growth. The sugarcane crop recorded 9.6% higher growth compared to last year. The corn crop also saw a record increase, he added. <box>8 1729 234 1785</box>
article-continued-label: Continued from page 1 <box>287 1468 469 1487</box>
article-body <box>478 335 704 749</box>
paragraph: According to the NARC scientist, because groundwater levels have been declining over time, desertification may become a serious problem. The water recharge can be addressed by building ponds to store rainwater. Furthermore, artificial groundwater recharge can be achieved using a variety of ways, including rainwater collection at the household level in urban areas, creating ponds in parks and farms, clogging flood drains, and even diverting river flows. The rainwater harvesting and collection should be the focus of the authorities, she stressed. <box>8 274 234 349</box>
